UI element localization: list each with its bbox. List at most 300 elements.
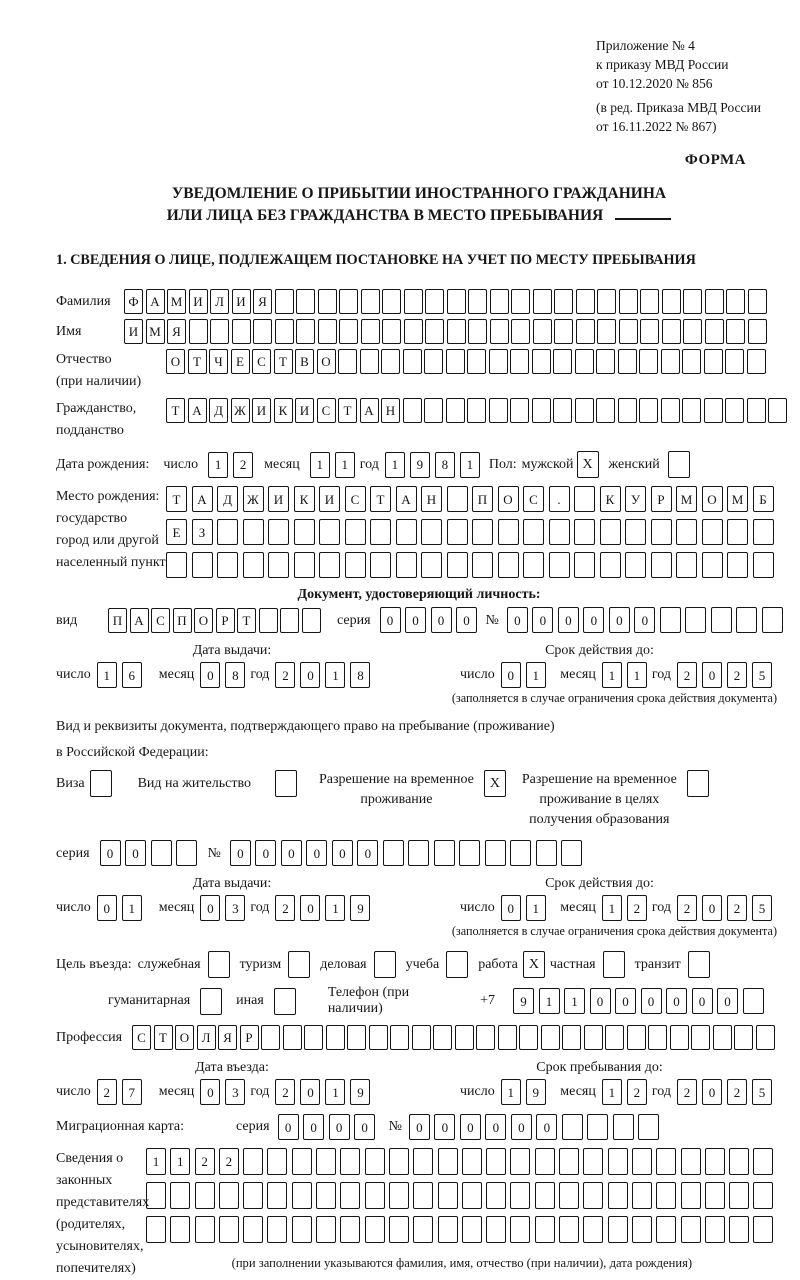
form-cell[interactable] xyxy=(651,552,672,578)
form-cell[interactable] xyxy=(438,1148,458,1175)
form-cell[interactable] xyxy=(365,1148,385,1175)
form-cell[interactable] xyxy=(535,1216,555,1243)
form-cell[interactable] xyxy=(683,289,702,314)
form-cell[interactable] xyxy=(468,289,487,314)
form-cell[interactable] xyxy=(316,1148,336,1175)
form-cell[interactable] xyxy=(523,519,544,545)
form-cell[interactable]: 2 xyxy=(219,1148,239,1175)
form-cell[interactable] xyxy=(421,519,442,545)
form-cell[interactable]: М xyxy=(676,486,697,512)
form-cell[interactable] xyxy=(510,349,529,374)
form-cell[interactable] xyxy=(748,289,767,314)
form-cell[interactable] xyxy=(729,1216,749,1243)
form-cell[interactable] xyxy=(370,519,391,545)
form-cell[interactable]: 1 xyxy=(501,1079,521,1105)
form-cell[interactable]: 2 xyxy=(275,662,295,688)
form-cell[interactable] xyxy=(438,1182,458,1209)
form-cell[interactable] xyxy=(535,1148,555,1175)
form-cell[interactable] xyxy=(338,349,357,374)
form-cell[interactable] xyxy=(232,319,251,344)
form-cell[interactable] xyxy=(553,349,572,374)
form-cell[interactable]: Н xyxy=(381,398,400,423)
form-cell[interactable] xyxy=(413,1148,433,1175)
form-cell[interactable]: 0 xyxy=(702,662,722,688)
form-cell[interactable] xyxy=(403,349,422,374)
form-cell[interactable] xyxy=(688,951,710,978)
form-cell[interactable]: 2 xyxy=(627,895,647,921)
form-cell[interactable]: 6 xyxy=(122,662,142,688)
form-cell[interactable]: 0 xyxy=(507,607,528,633)
form-cell[interactable] xyxy=(259,608,278,633)
form-cell[interactable] xyxy=(447,486,468,512)
form-cell[interactable]: Т xyxy=(338,398,357,423)
form-cell[interactable]: Ж xyxy=(243,486,264,512)
form-cell[interactable]: 0 xyxy=(300,662,320,688)
form-cell[interactable] xyxy=(639,398,658,423)
form-cell[interactable]: Р xyxy=(651,486,672,512)
form-cell[interactable] xyxy=(705,1216,725,1243)
form-cell[interactable]: С xyxy=(317,398,336,423)
form-cell[interactable] xyxy=(574,486,595,512)
form-cell[interactable]: Т xyxy=(166,486,187,512)
form-cell[interactable]: А xyxy=(146,289,165,314)
form-cell[interactable] xyxy=(365,1182,385,1209)
form-cell[interactable] xyxy=(729,1148,749,1175)
form-cell[interactable]: . xyxy=(549,486,570,512)
form-cell[interactable]: 1 xyxy=(122,895,142,921)
form-cell[interactable]: А xyxy=(360,398,379,423)
form-cell[interactable] xyxy=(726,319,745,344)
form-cell[interactable]: 0 xyxy=(255,840,276,866)
form-cell[interactable] xyxy=(302,608,321,633)
form-cell[interactable] xyxy=(584,1025,603,1050)
form-cell[interactable]: А xyxy=(396,486,417,512)
form-cell[interactable]: 1 xyxy=(526,662,546,688)
form-cell[interactable]: 0 xyxy=(431,607,452,633)
form-cell[interactable]: 0 xyxy=(434,1114,455,1140)
form-cell[interactable]: 0 xyxy=(409,1114,430,1140)
form-cell[interactable] xyxy=(485,840,506,866)
form-cell[interactable] xyxy=(549,552,570,578)
form-cell[interactable] xyxy=(511,289,530,314)
form-cell[interactable] xyxy=(596,398,615,423)
form-cell[interactable] xyxy=(638,1114,659,1140)
form-cell[interactable] xyxy=(200,988,222,1015)
form-cell[interactable] xyxy=(217,552,238,578)
form-cell[interactable]: 2 xyxy=(727,662,747,688)
form-cell[interactable]: 0 xyxy=(405,607,426,633)
form-cell[interactable] xyxy=(455,1025,474,1050)
form-cell[interactable]: 0 xyxy=(125,840,146,866)
form-cell[interactable] xyxy=(166,552,187,578)
form-cell[interactable]: 1 xyxy=(310,452,330,478)
form-cell[interactable] xyxy=(753,1148,773,1175)
form-cell[interactable]: Д xyxy=(217,486,238,512)
form-cell[interactable] xyxy=(219,1182,239,1209)
form-cell[interactable] xyxy=(490,319,509,344)
form-cell[interactable]: С xyxy=(345,486,366,512)
form-cell[interactable] xyxy=(640,289,659,314)
form-cell[interactable] xyxy=(632,1216,652,1243)
form-cell[interactable] xyxy=(369,1025,388,1050)
form-cell[interactable] xyxy=(536,840,557,866)
form-cell[interactable] xyxy=(339,319,358,344)
form-cell[interactable]: Л xyxy=(197,1025,216,1050)
form-cell[interactable]: О xyxy=(194,608,213,633)
form-cell[interactable]: 5 xyxy=(752,662,772,688)
form-cell[interactable] xyxy=(275,319,294,344)
form-cell[interactable] xyxy=(603,951,625,978)
form-cell[interactable] xyxy=(433,1025,452,1050)
form-cell[interactable] xyxy=(447,319,466,344)
form-cell[interactable]: 1 xyxy=(460,452,480,478)
form-cell[interactable]: 1 xyxy=(602,1079,622,1105)
form-cell[interactable] xyxy=(676,519,697,545)
form-cell[interactable] xyxy=(345,552,366,578)
form-cell[interactable] xyxy=(243,1148,263,1175)
form-cell[interactable] xyxy=(618,349,637,374)
form-cell[interactable]: 9 xyxy=(410,452,430,478)
form-cell[interactable] xyxy=(382,289,401,314)
form-cell[interactable] xyxy=(587,1114,608,1140)
form-cell[interactable]: С xyxy=(523,486,544,512)
form-cell[interactable]: 2 xyxy=(677,1079,697,1105)
form-cell[interactable] xyxy=(535,1182,555,1209)
form-cell[interactable] xyxy=(283,1025,302,1050)
form-cell[interactable] xyxy=(340,1216,360,1243)
form-cell[interactable]: И xyxy=(295,398,314,423)
form-cell[interactable] xyxy=(681,1182,701,1209)
form-cell[interactable]: 0 xyxy=(97,895,117,921)
form-cell[interactable] xyxy=(390,1025,409,1050)
form-cell[interactable] xyxy=(510,840,531,866)
form-cell[interactable] xyxy=(294,552,315,578)
form-cell[interactable] xyxy=(583,1182,603,1209)
form-cell[interactable] xyxy=(682,398,701,423)
form-cell[interactable] xyxy=(523,552,544,578)
form-cell[interactable]: 2 xyxy=(727,1079,747,1105)
form-cell[interactable]: 0 xyxy=(281,840,302,866)
form-cell[interactable] xyxy=(705,289,724,314)
form-cell[interactable]: 9 xyxy=(350,1079,370,1105)
form-cell[interactable]: В xyxy=(295,349,314,374)
form-cell[interactable] xyxy=(736,607,757,633)
form-cell[interactable]: 1 xyxy=(539,988,560,1014)
form-cell[interactable] xyxy=(661,349,680,374)
form-cell[interactable]: 5 xyxy=(752,1079,772,1105)
form-cell[interactable] xyxy=(345,519,366,545)
form-cell[interactable] xyxy=(668,451,690,478)
form-cell[interactable] xyxy=(498,519,519,545)
form-cell[interactable] xyxy=(170,1182,190,1209)
form-cell[interactable]: 1 xyxy=(602,895,622,921)
form-cell[interactable] xyxy=(768,398,787,423)
form-cell[interactable]: 2 xyxy=(195,1148,215,1175)
form-cell[interactable] xyxy=(748,319,767,344)
form-cell[interactable] xyxy=(339,289,358,314)
form-cell[interactable] xyxy=(660,607,681,633)
form-cell[interactable] xyxy=(489,349,508,374)
form-cell[interactable] xyxy=(600,552,621,578)
form-cell[interactable] xyxy=(268,552,289,578)
form-cell[interactable]: Б xyxy=(753,486,774,512)
form-cell[interactable] xyxy=(713,1025,732,1050)
form-cell[interactable] xyxy=(243,1216,263,1243)
form-cell[interactable]: 1 xyxy=(335,452,355,478)
form-cell[interactable] xyxy=(195,1216,215,1243)
form-cell[interactable] xyxy=(404,319,423,344)
form-cell[interactable] xyxy=(253,319,272,344)
form-cell[interactable]: 0 xyxy=(460,1114,481,1140)
form-cell[interactable] xyxy=(575,349,594,374)
form-cell[interactable] xyxy=(608,1216,628,1243)
form-cell[interactable] xyxy=(511,319,530,344)
form-cell[interactable]: 1 xyxy=(325,895,345,921)
form-cell[interactable]: 0 xyxy=(100,840,121,866)
form-cell[interactable]: Т xyxy=(274,349,293,374)
form-cell[interactable]: П xyxy=(472,486,493,512)
form-cell[interactable]: М xyxy=(167,289,186,314)
form-cell[interactable] xyxy=(648,1025,667,1050)
form-cell[interactable] xyxy=(662,289,681,314)
form-cell[interactable]: С xyxy=(151,608,170,633)
form-cell[interactable] xyxy=(729,1182,749,1209)
form-cell[interactable] xyxy=(662,319,681,344)
form-cell[interactable] xyxy=(446,349,465,374)
form-cell[interactable]: А xyxy=(188,398,207,423)
form-cell[interactable] xyxy=(208,951,230,978)
form-cell[interactable]: Ж xyxy=(231,398,250,423)
form-cell[interactable] xyxy=(510,398,529,423)
form-cell[interactable]: С xyxy=(132,1025,151,1050)
form-cell[interactable] xyxy=(446,398,465,423)
form-cell[interactable] xyxy=(326,1025,345,1050)
form-cell[interactable]: 1 xyxy=(208,452,228,478)
form-cell[interactable]: 0 xyxy=(536,1114,557,1140)
form-cell[interactable]: Т xyxy=(166,398,185,423)
form-cell[interactable]: 0 xyxy=(300,1079,320,1105)
form-cell[interactable] xyxy=(762,607,783,633)
form-cell[interactable]: Ч xyxy=(209,349,228,374)
form-cell[interactable] xyxy=(632,1182,652,1209)
form-cell[interactable]: 0 xyxy=(200,895,220,921)
form-cell[interactable] xyxy=(243,552,264,578)
form-cell[interactable] xyxy=(597,319,616,344)
form-cell[interactable] xyxy=(472,552,493,578)
form-cell[interactable] xyxy=(596,349,615,374)
form-cell[interactable]: К xyxy=(600,486,621,512)
form-cell[interactable]: 8 xyxy=(435,452,455,478)
form-cell[interactable] xyxy=(597,289,616,314)
form-cell[interactable] xyxy=(576,289,595,314)
form-cell[interactable] xyxy=(705,319,724,344)
form-cell[interactable] xyxy=(467,398,486,423)
form-cell[interactable]: 0 xyxy=(354,1114,375,1140)
form-cell[interactable] xyxy=(389,1182,409,1209)
form-cell[interactable]: 0 xyxy=(300,895,320,921)
form-cell[interactable] xyxy=(532,398,551,423)
form-cell[interactable] xyxy=(753,1216,773,1243)
form-cell[interactable] xyxy=(618,398,637,423)
form-cell[interactable]: 0 xyxy=(558,607,579,633)
form-cell[interactable] xyxy=(532,349,551,374)
form-cell[interactable]: 8 xyxy=(350,662,370,688)
form-cell[interactable]: 0 xyxy=(357,840,378,866)
form-cell[interactable]: 1 xyxy=(602,662,622,688)
form-cell[interactable] xyxy=(447,552,468,578)
form-cell[interactable]: 1 xyxy=(385,452,405,478)
form-cell[interactable] xyxy=(562,1025,581,1050)
form-cell[interactable]: Д xyxy=(209,398,228,423)
form-cell[interactable]: И xyxy=(319,486,340,512)
form-cell[interactable] xyxy=(217,519,238,545)
form-cell[interactable]: Я xyxy=(218,1025,237,1050)
form-cell[interactable] xyxy=(727,519,748,545)
form-cell[interactable]: 0 xyxy=(230,840,251,866)
form-cell[interactable]: 0 xyxy=(278,1114,299,1140)
form-cell[interactable] xyxy=(747,349,766,374)
form-cell[interactable]: X xyxy=(577,451,599,478)
form-cell[interactable] xyxy=(360,349,379,374)
form-cell[interactable] xyxy=(727,552,748,578)
form-cell[interactable] xyxy=(756,1025,775,1050)
form-cell[interactable] xyxy=(90,770,112,797)
form-cell[interactable]: 1 xyxy=(146,1148,166,1175)
form-cell[interactable] xyxy=(613,1114,634,1140)
form-cell[interactable] xyxy=(316,1216,336,1243)
form-cell[interactable]: 9 xyxy=(526,1079,546,1105)
form-cell[interactable] xyxy=(340,1148,360,1175)
form-cell[interactable]: X xyxy=(523,951,545,978)
form-cell[interactable]: З xyxy=(192,519,213,545)
form-cell[interactable]: 0 xyxy=(501,895,521,921)
form-cell[interactable] xyxy=(267,1216,287,1243)
form-cell[interactable] xyxy=(347,1025,366,1050)
form-cell[interactable] xyxy=(661,398,680,423)
form-cell[interactable]: И xyxy=(252,398,271,423)
form-cell[interactable] xyxy=(319,552,340,578)
form-cell[interactable] xyxy=(462,1182,482,1209)
form-cell[interactable] xyxy=(424,398,443,423)
form-cell[interactable] xyxy=(462,1216,482,1243)
form-cell[interactable] xyxy=(554,289,573,314)
form-cell[interactable] xyxy=(404,289,423,314)
form-cell[interactable] xyxy=(725,349,744,374)
form-cell[interactable]: И xyxy=(189,289,208,314)
form-cell[interactable]: К xyxy=(294,486,315,512)
form-cell[interactable] xyxy=(583,1148,603,1175)
form-cell[interactable] xyxy=(490,289,509,314)
form-cell[interactable] xyxy=(554,319,573,344)
form-cell[interactable]: 1 xyxy=(325,1079,345,1105)
form-cell[interactable] xyxy=(280,608,299,633)
form-cell[interactable]: 1 xyxy=(564,988,585,1014)
form-cell[interactable] xyxy=(640,319,659,344)
form-cell[interactable] xyxy=(702,552,723,578)
form-cell[interactable]: Е xyxy=(166,519,187,545)
form-cell[interactable]: Р xyxy=(216,608,235,633)
form-cell[interactable] xyxy=(519,1025,538,1050)
form-cell[interactable] xyxy=(396,519,417,545)
form-cell[interactable] xyxy=(243,519,264,545)
form-cell[interactable] xyxy=(562,1114,583,1140)
form-cell[interactable] xyxy=(319,519,340,545)
form-cell[interactable]: 7 xyxy=(122,1079,142,1105)
form-cell[interactable] xyxy=(734,1025,753,1050)
form-cell[interactable]: Т xyxy=(370,486,391,512)
form-cell[interactable] xyxy=(559,1148,579,1175)
form-cell[interactable] xyxy=(434,840,455,866)
form-cell[interactable] xyxy=(374,951,396,978)
form-cell[interactable]: Т xyxy=(188,349,207,374)
form-cell[interactable]: О xyxy=(702,486,723,512)
form-cell[interactable] xyxy=(656,1148,676,1175)
form-cell[interactable] xyxy=(498,1025,517,1050)
form-cell[interactable]: 0 xyxy=(329,1114,350,1140)
form-cell[interactable] xyxy=(574,519,595,545)
form-cell[interactable]: 0 xyxy=(380,607,401,633)
form-cell[interactable]: О xyxy=(498,486,519,512)
form-cell[interactable] xyxy=(583,1216,603,1243)
form-cell[interactable]: У xyxy=(625,486,646,512)
form-cell[interactable] xyxy=(316,1182,336,1209)
form-cell[interactable]: 1 xyxy=(97,662,117,688)
form-cell[interactable] xyxy=(687,770,709,797)
form-cell[interactable]: 1 xyxy=(325,662,345,688)
form-cell[interactable] xyxy=(296,319,315,344)
form-cell[interactable] xyxy=(753,1182,773,1209)
form-cell[interactable] xyxy=(702,519,723,545)
form-cell[interactable]: 0 xyxy=(532,607,553,633)
form-cell[interactable]: 0 xyxy=(306,840,327,866)
form-cell[interactable] xyxy=(275,770,297,797)
form-cell[interactable]: П xyxy=(173,608,192,633)
form-cell[interactable]: X xyxy=(484,770,506,797)
form-cell[interactable] xyxy=(381,349,400,374)
form-cell[interactable] xyxy=(533,289,552,314)
form-cell[interactable]: 0 xyxy=(609,607,630,633)
form-cell[interactable] xyxy=(446,951,468,978)
form-cell[interactable] xyxy=(361,319,380,344)
form-cell[interactable]: 0 xyxy=(583,607,604,633)
form-cell[interactable] xyxy=(447,289,466,314)
form-cell[interactable]: 5 xyxy=(752,895,772,921)
form-cell[interactable] xyxy=(424,349,443,374)
form-cell[interactable] xyxy=(619,319,638,344)
form-cell[interactable] xyxy=(421,552,442,578)
form-cell[interactable] xyxy=(510,1148,530,1175)
form-cell[interactable] xyxy=(288,951,310,978)
form-cell[interactable]: 2 xyxy=(233,452,253,478)
form-cell[interactable] xyxy=(656,1182,676,1209)
form-cell[interactable] xyxy=(425,289,444,314)
form-cell[interactable] xyxy=(296,289,315,314)
form-cell[interactable]: 0 xyxy=(717,988,738,1014)
form-cell[interactable] xyxy=(274,988,296,1015)
form-cell[interactable] xyxy=(747,398,766,423)
form-cell[interactable] xyxy=(576,319,595,344)
form-cell[interactable] xyxy=(651,519,672,545)
form-cell[interactable] xyxy=(619,289,638,314)
form-cell[interactable]: О xyxy=(166,349,185,374)
form-cell[interactable]: 0 xyxy=(615,988,636,1014)
form-cell[interactable] xyxy=(753,519,774,545)
form-cell[interactable]: 0 xyxy=(501,662,521,688)
form-cell[interactable]: 0 xyxy=(200,1079,220,1105)
form-cell[interactable]: Т xyxy=(154,1025,173,1050)
form-cell[interactable] xyxy=(559,1216,579,1243)
form-cell[interactable] xyxy=(486,1148,506,1175)
